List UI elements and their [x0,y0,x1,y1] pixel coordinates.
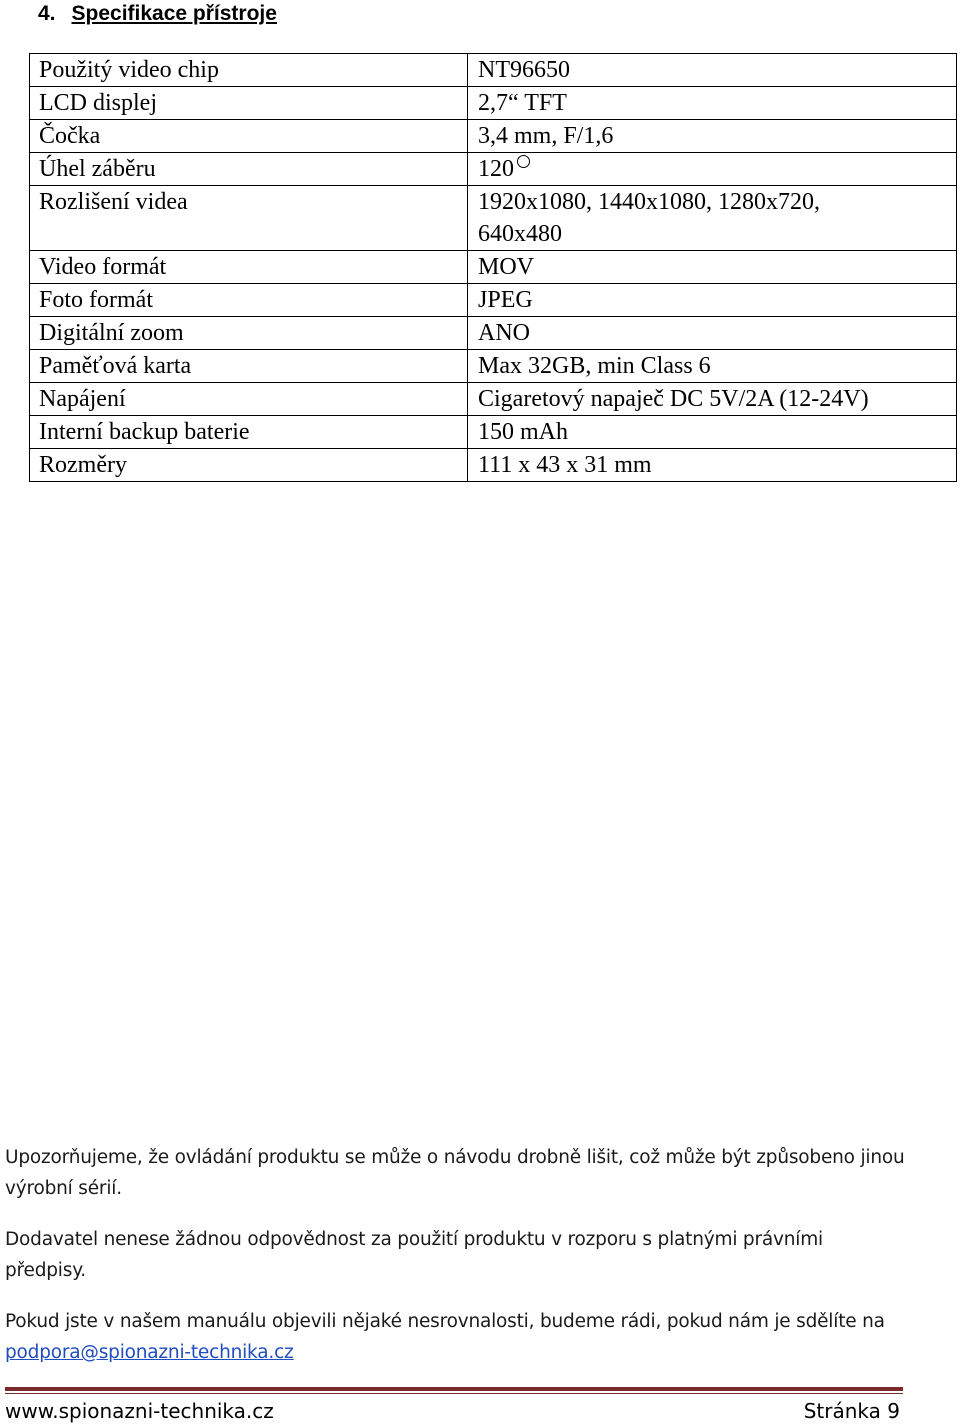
section-heading [38,0,277,28]
notice-paragraph: Upozorňujeme, že ovládání produktu se může o návodu drobně lišit, což může být způsobeno jinou výrobní sérií. [5,1147,905,1199]
contact-paragraph [5,1306,905,1368]
table-row [30,186,957,251]
contact-text: Pokud jste v našem manuálu objevili nějaké nesrovnalosti, budeme rádi, pokud nám je sdělíte na [5,1311,885,1332]
table-row [30,449,957,482]
spec-value: 150 mAh [468,416,957,449]
spec-label: Použitý video chip [30,54,468,87]
page-number: Stránka 9 [803,1399,900,1423]
spec-label: Čočka [30,120,468,153]
spec-value [468,186,957,251]
page-footer [5,1397,900,1425]
footer-divider [5,1387,903,1391]
footer-website: www.spionazni-technika.cz [5,1399,274,1423]
spec-value: NT96650 [468,54,957,87]
spec-value-text: 120 [478,156,514,182]
spec-value: 3,4 mm, F/1,6 [468,120,957,153]
table-row [30,54,957,87]
spec-table [29,53,957,482]
table-row [30,284,957,317]
table-row [30,153,957,186]
section-title: Specifikace přístroje [71,2,277,25]
disclaimer-paragraph: Dodavatel nenese žádnou odpovědnost za použití produktu v rozporu s platnými právními předpisy. [5,1229,823,1281]
notes-section [5,1142,905,1388]
spec-value-line-2: 640x480 [478,221,562,247]
spec-label: Úhel záběru [30,153,468,186]
spec-value: Cigaretový napaječ DC 5V/2A (12-24V) [468,383,957,416]
table-row [30,350,957,383]
spec-value: MOV [468,251,957,284]
spec-value-line-1: 1920x1080, 1440x1080, 1280x720, [478,189,820,215]
footer-divider-thin [5,1393,903,1394]
spec-label: LCD displej [30,87,468,120]
spec-value: 111 x 43 x 31 mm [468,449,957,482]
spec-value [468,153,957,186]
spec-label: Interní backup baterie [30,416,468,449]
spec-label: Napájení [30,383,468,416]
section-number: 4. [38,2,56,25]
table-row [30,416,957,449]
spec-label: Rozlišení videa [30,186,468,251]
spec-label: Digitální zoom [30,317,468,350]
spec-label: Rozměry [30,449,468,482]
table-row [30,317,957,350]
spec-value: Max 32GB, min Class 6 [468,350,957,383]
table-row [30,120,957,153]
spec-value: JPEG [468,284,957,317]
spec-label: Foto formát [30,284,468,317]
spec-label: Video formát [30,251,468,284]
table-row [30,251,957,284]
spec-value: 2,7“ TFT [468,87,957,120]
spec-value: ANO [468,317,957,350]
degree-sign-icon [517,155,530,168]
table-row [30,383,957,416]
table-row [30,87,957,120]
support-email-link[interactable]: podpora@spionazni-technika.cz [5,1342,294,1363]
spec-label: Paměťová karta [30,350,468,383]
